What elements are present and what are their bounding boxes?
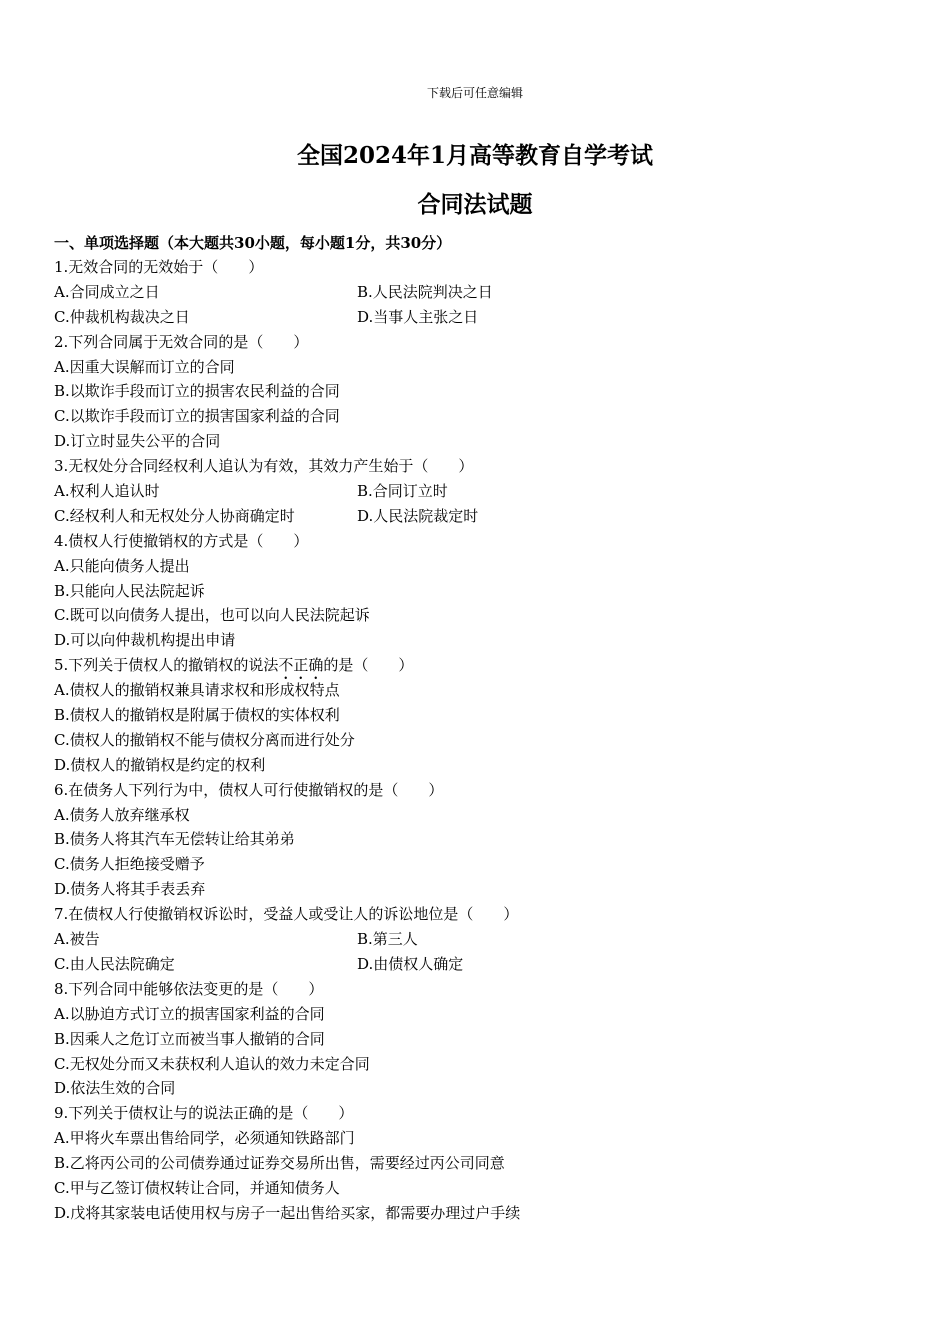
option: A.甲将火车票出售给同学，必须通知铁路部门 [54,1129,355,1148]
option-row [54,504,914,529]
option: C.甲与乙签订债权转让合同，并通知债务人 [54,1178,340,1197]
option: B.合同订立时 [357,482,448,501]
option: C.债权人的撤销权不能与债权分离而进行处分 [54,730,355,749]
option: C.经权利人和无权处分人协商确定时 [54,506,295,525]
exam-title: 全国2024年1月高等教育自学考试 [296,142,654,169]
stem-text: 的是（ ） [323,656,414,675]
question-stem: 8.下列合同中能够依法变更的是（ ） [54,979,324,998]
option: C.以欺诈手段而订立的损害国家利益的合同 [54,407,340,426]
option: A.只能向债务人提出 [54,556,190,575]
option: D.戊将其家装电话使用权与房子一起出售给买家，都需要办理过户手续 [54,1203,521,1222]
option: A.债权人的撤销权兼具请求权和形成权特点 [54,681,340,700]
option: D.由债权人确定 [357,954,464,973]
option: C.债务人拒绝接受赠予 [54,855,205,874]
option: D.订立时显失公平的合同 [54,432,221,451]
option: B.乙将丙公司的公司债券通过证券交易所出售，需要经过丙公司同意 [54,1154,505,1173]
question-stem: 2.下列合同属于无效合同的是（ ） [54,332,309,351]
option: C.既可以向债务人提出，也可以向人民法院起诉 [54,606,370,625]
option: D.可以向仲裁机构提出申请 [54,631,236,650]
option: D.当事人主张之日 [357,307,479,326]
option: C.无权处分而又未获权利人追认的效力未定合同 [54,1054,370,1073]
section-heading: 一、单项选择题（本大题共30小题，每小题1分，共30分） [54,234,452,252]
question-stem [54,653,914,678]
option: B.人民法院判决之日 [357,282,493,301]
option-row [54,952,914,977]
option: C.由人民法院确定 [54,954,175,973]
option: B.因乘人之危订立而被当事人撤销的合同 [54,1029,325,1048]
option: B.只能向人民法院起诉 [54,581,205,600]
option: D.债权人的撤销权是约定的权利 [54,755,266,774]
header-note: 下载后可任意编辑 [426,86,523,100]
emphasized-text: 不正确 [278,656,324,675]
option: A.权利人追认时 [54,482,160,501]
option-row [54,305,914,330]
option: A.债务人放弃继承权 [54,805,190,824]
option-row [54,479,914,504]
question-stem: 6.在债务人下列行为中，债权人可行使撤销权的是（ ） [54,780,444,799]
stem-text: 5.下列关于债权人的撤销权的说法 [54,656,279,675]
question-stem: 7.在债权人行使撤销权诉讼时，受益人或受让人的诉讼地位是（ ） [54,905,519,924]
option-row [54,280,914,305]
question-stem: 4.债权人行使撤销权的方式是（ ） [54,531,309,550]
option: B.以欺诈手段而订立的损害农民利益的合同 [54,382,340,401]
option: A.被告 [54,930,100,949]
option: C.仲裁机构裁决之日 [54,307,190,326]
option: D.债务人将其手表丢弃 [54,880,206,899]
option: B.第三人 [357,930,418,949]
option: A.以胁迫方式订立的损害国家利益的合同 [54,1004,325,1023]
option: A.合同成立之日 [54,282,160,301]
option-row [54,927,914,952]
question-list [54,255,914,1226]
question-stem: 1.无效合同的无效始于（ ） [54,258,264,276]
exam-subject-title: 合同法试题 [417,191,533,218]
question-stem: 3.无权处分合同经权利人追认为有效，其效力产生始于（ ） [54,457,474,476]
option: B.债权人的撤销权是附属于债权的实体权利 [54,706,340,725]
option: D.人民法院裁定时 [357,506,479,525]
question-stem: 9.下列关于债权让与的说法正确的是（ ） [54,1104,354,1123]
option: B.债务人将其汽车无偿转让给其弟弟 [54,830,295,849]
option: D.依法生效的合同 [54,1079,176,1098]
option: A.因重大误解而订立的合同 [54,357,235,376]
